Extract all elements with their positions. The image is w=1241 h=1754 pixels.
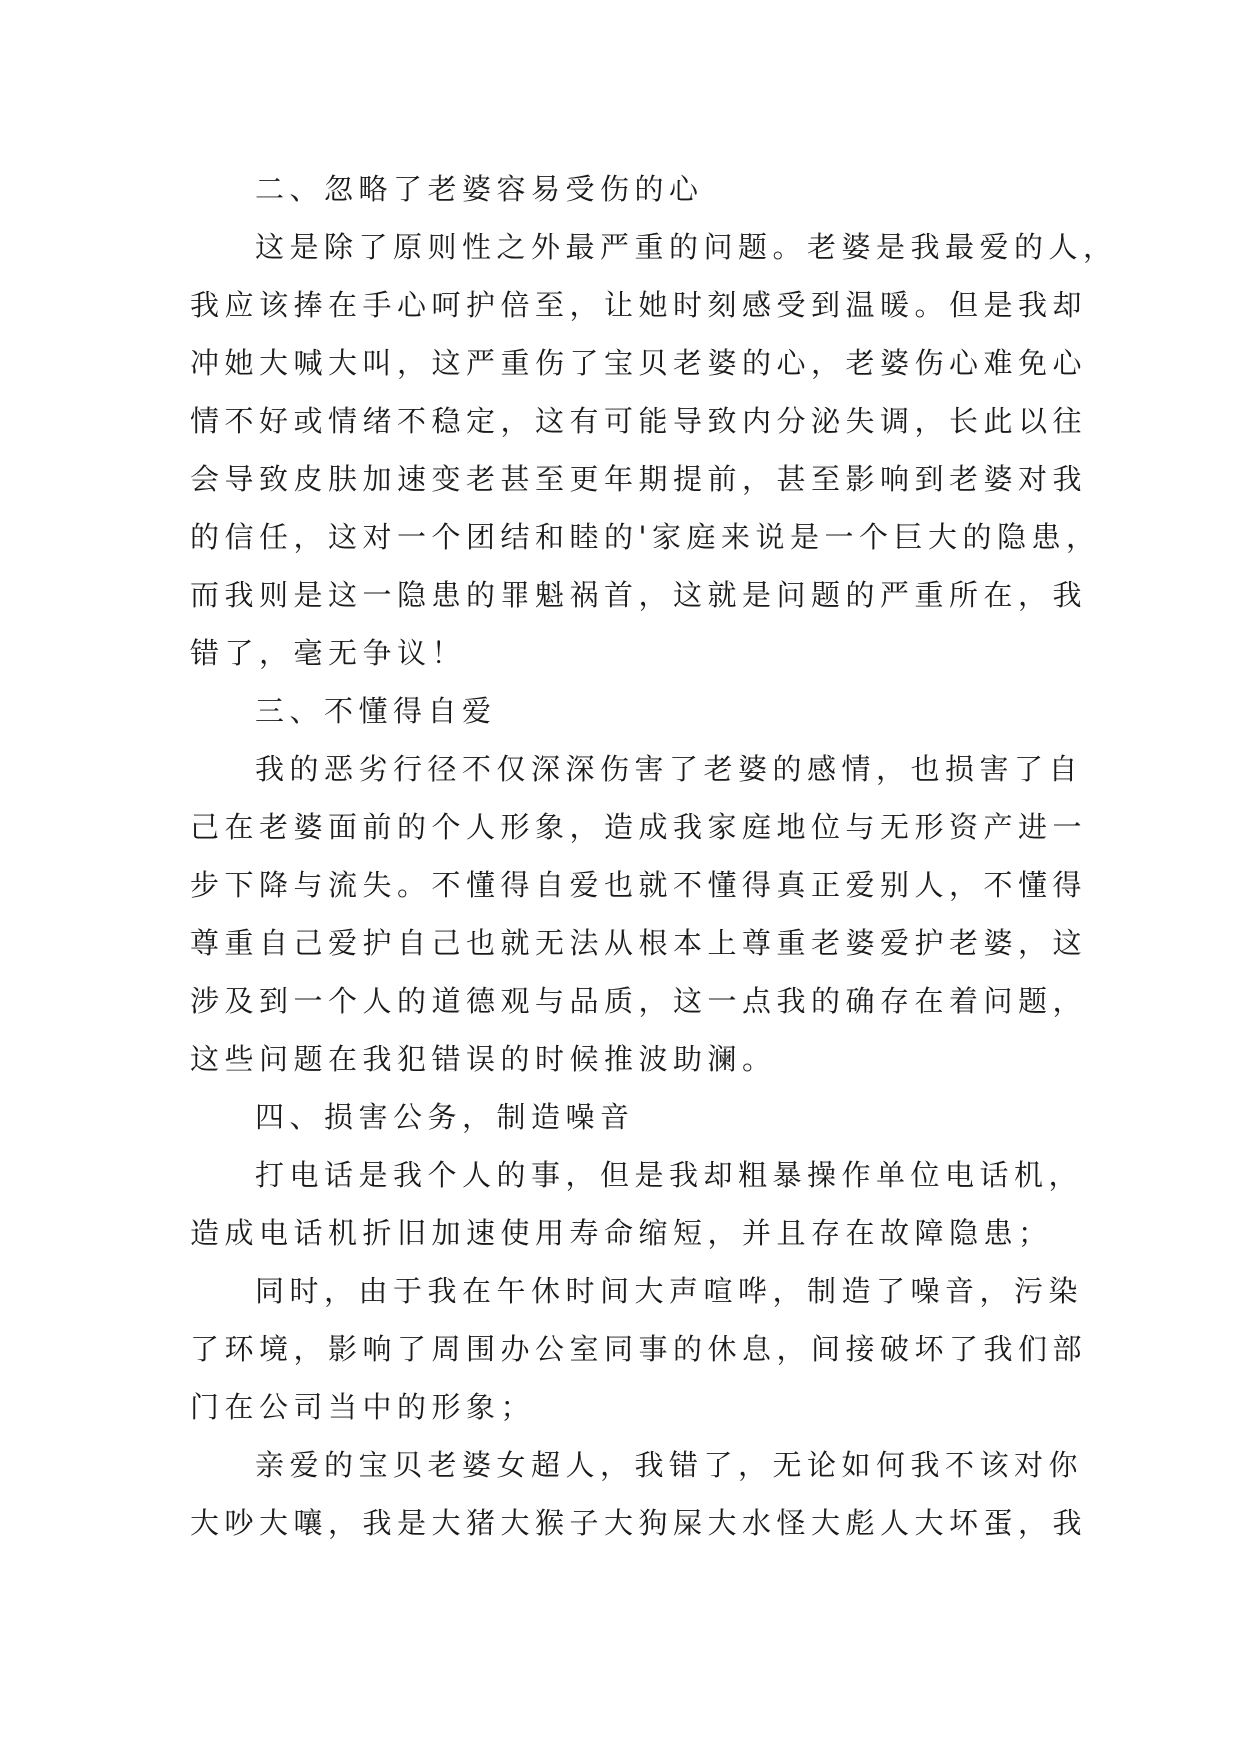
text-line: 己在老婆面前的个人形象，造成我家庭地位与无形资产进一: [190, 810, 1088, 844]
text-line: 的信任，这对一个团结和睦的'家庭来说是一个巨大的隐患，: [190, 520, 1101, 554]
text-line: 尊重自己爱护自己也就无法从根本上尊重老婆爱护老婆，这: [190, 926, 1088, 960]
text-line: 门在公司当中的形象；: [190, 1390, 536, 1424]
text-line: 而我则是这一隐患的罪魁祸首，这就是问题的严重所在，我: [190, 578, 1088, 612]
text-line: 错了，毫无争议！: [190, 636, 467, 670]
text-line: 四、损害公务，制造噪音: [255, 1100, 635, 1134]
text-line: 这是除了原则性之外最严重的问题。老婆是我最爱的人，: [255, 230, 1118, 264]
text-line: 会导致皮肤加速变老甚至更年期提前，甚至影响到老婆对我: [190, 462, 1088, 496]
text-line: 了环境，影响了周围办公室同事的休息，间接破坏了我们部: [190, 1332, 1088, 1366]
text-line: 这些问题在我犯错误的时候推波助澜。: [190, 1042, 777, 1076]
text-line: 我应该捧在手心呵护倍至，让她时刻感受到温暖。但是我却: [190, 288, 1088, 322]
text-line: 涉及到一个人的道德观与品质，这一点我的确存在着问题，: [190, 984, 1088, 1018]
text-line: 打电话是我个人的事，但是我却粗暴操作单位电话机，: [255, 1158, 1084, 1192]
document-body: [190, 160, 1118, 1552]
text-line: 同时，由于我在午休时间大声喧哗，制造了噪音，污染: [255, 1274, 1084, 1308]
text-line: 二、忽略了老婆容易受伤的心: [255, 172, 704, 206]
text-line: 造成电话机折旧加速使用寿命缩短，并且存在故障隐患；: [190, 1216, 1053, 1250]
text-line: 步下降与流失。不懂得自爱也就不懂得真正爱别人，不懂得: [190, 868, 1088, 902]
text-line: 情不好或情绪不稳定，这有可能导致内分泌失调，长此以往: [190, 404, 1088, 438]
text-line: 三、不懂得自爱: [255, 694, 497, 728]
text-line: 大吵大嚷，我是大猪大猴子大狗屎大水怪大彪人大坏蛋，我: [190, 1506, 1088, 1540]
text-line: 我的恶劣行径不仅深深伤害了老婆的感情，也损害了自: [255, 752, 1084, 786]
text-line: 冲她大喊大叫，这严重伤了宝贝老婆的心，老婆伤心难免心: [190, 346, 1088, 380]
text-line: 亲爱的宝贝老婆女超人，我错了，无论如何我不该对你: [255, 1448, 1084, 1482]
